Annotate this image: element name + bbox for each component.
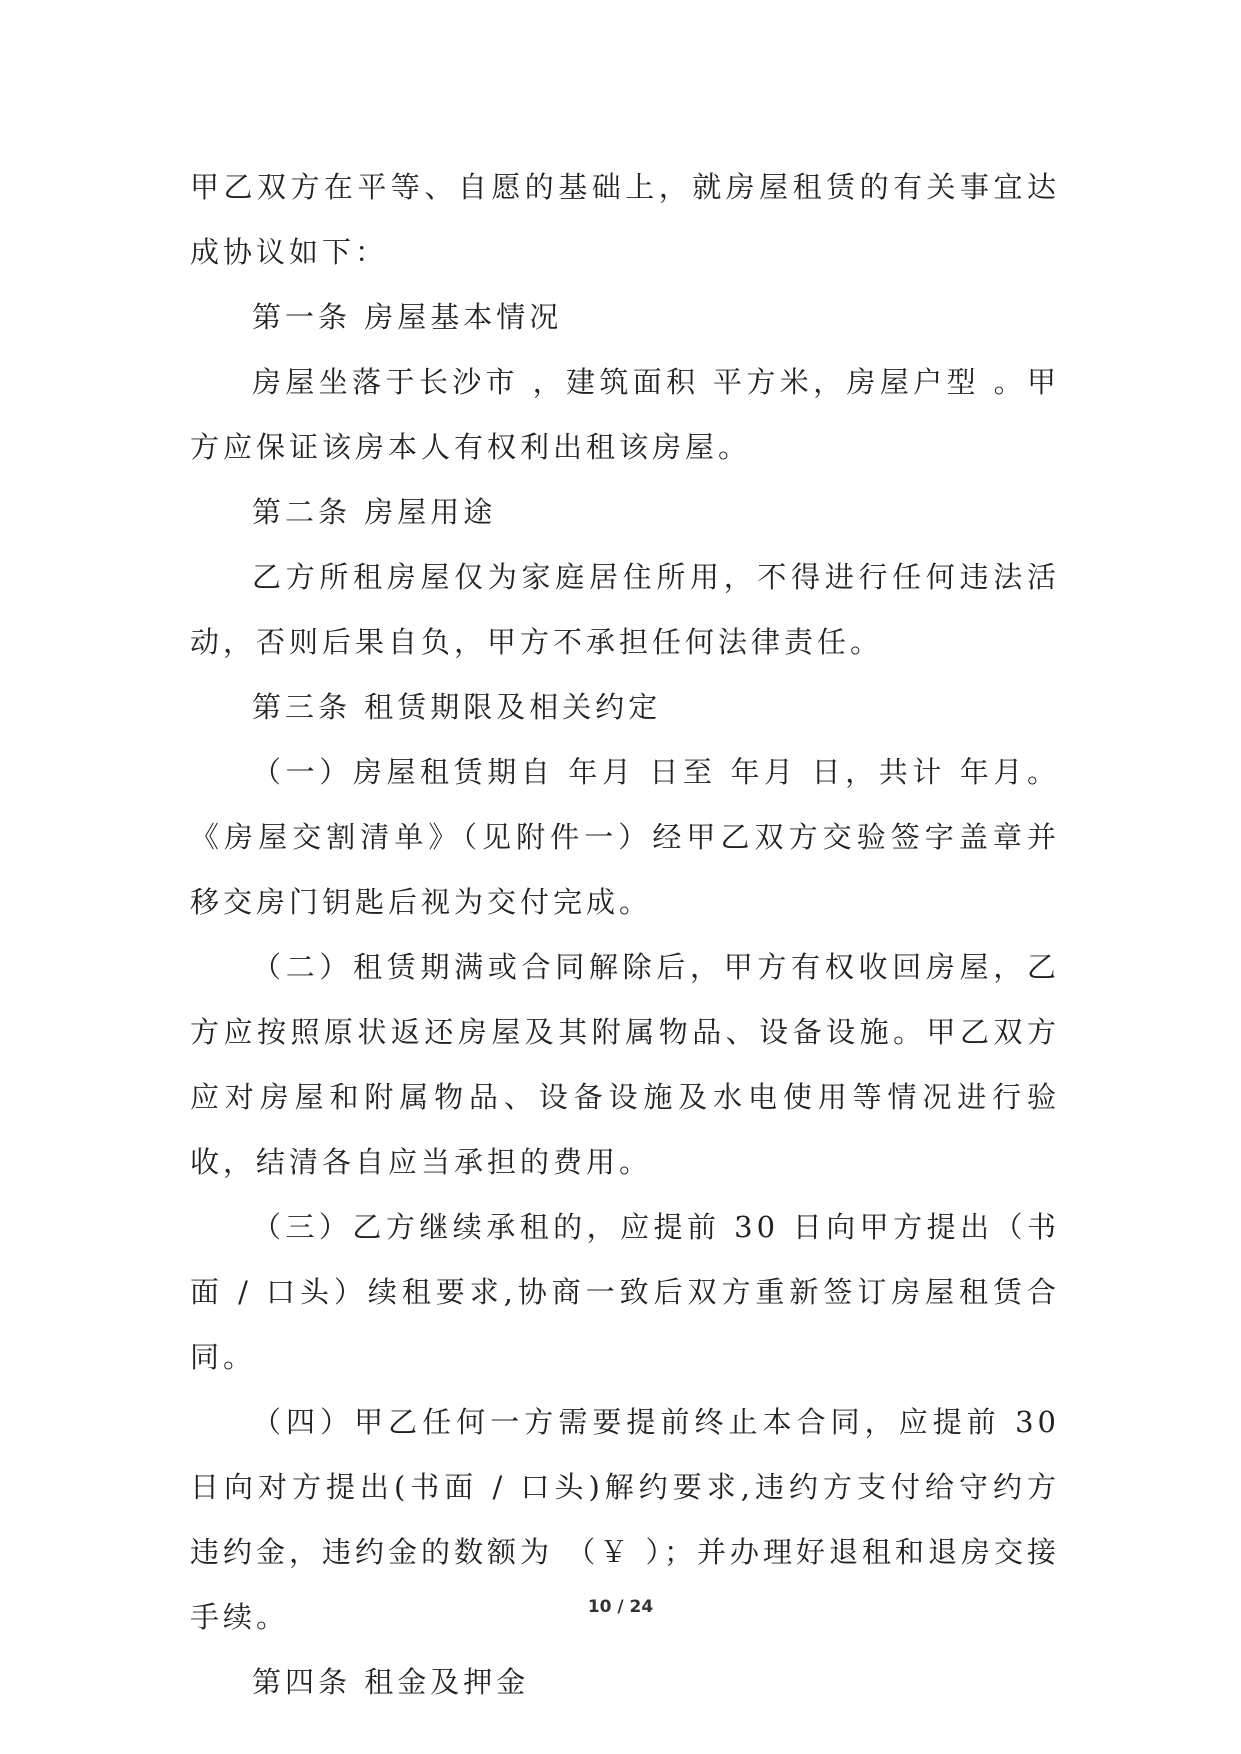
- article-3-clause-4: （四）甲乙任何一方需要提前终止本合同，应提前 30 日向对方提出(书面 / 口头)解约要求,违约方支付给守约方违约金，违约金的数额为 （￥ ）；并办理好退租和退房交接手续。: [190, 1405, 1060, 1634]
- article-2-heading: 第二条 房屋用途: [252, 495, 497, 529]
- paragraph-intro: 甲乙双方在平等、自愿的基础上，就房屋租赁的有关事宜达成协议如下：: [190, 170, 1060, 269]
- article-3-clause-3: （三）乙方继续承租的，应提前 30 日向甲方提出（书面 / 口头）续租要求,协商一致后双方重新签订房屋租赁合同。: [190, 1210, 1060, 1374]
- document-body: [190, 155, 1060, 1715]
- article-1-heading: 第一条 房屋基本情况: [252, 300, 563, 334]
- article-1-body: 房屋坐落于长沙市 ，建筑面积 平方米，房屋户型 。甲方应保证该房本人有权利出租该房屋。: [190, 365, 1060, 464]
- article-3-heading: 第三条 租赁期限及相关约定: [252, 690, 662, 724]
- article-3-clause-2: （二）租赁期满或合同解除后，甲方有权收回房屋，乙方应按照原状返还房屋及其附属物品、设备设施。甲乙双方应对房屋和附属物品、设备设施及水电使用等情况进行验收，结清各自应当承担的费用。: [190, 950, 1060, 1179]
- article-4-heading: 第四条 租金及押金: [252, 1665, 530, 1699]
- article-2-body: 乙方所租房屋仅为家庭居住所用，不得进行任何违法活动，否则后果自负，甲方不承担任何法律责任。: [190, 560, 1060, 659]
- page-number: 10 / 24: [587, 1597, 654, 1617]
- article-3-clause-1: （一）房屋租赁期自 年月 日至 年月 日，共计 年月。《房屋交割清单》（见附件一）经甲乙双方交验签字盖章并移交房门钥匙后视为交付完成。: [190, 755, 1060, 919]
